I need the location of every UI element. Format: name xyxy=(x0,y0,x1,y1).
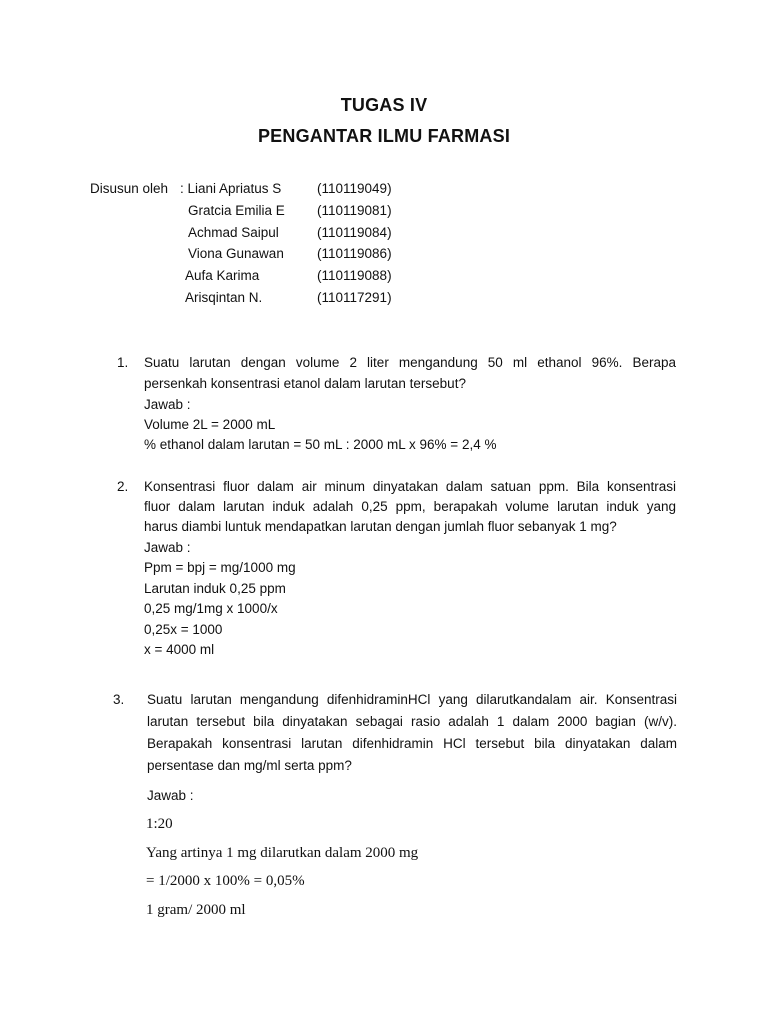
question-text-line: Suatu larutan dengan volume 2 liter mengandung 50 ml ethanol 96%. Berapa xyxy=(144,355,676,370)
answer-line: Ppm = bpj = mg/1000 mg xyxy=(144,560,296,575)
answer-line: Volume 2L = 2000 mL xyxy=(144,417,276,432)
answer-line: 1:20 xyxy=(146,816,173,832)
question-number: 3. xyxy=(113,692,125,707)
author-nim: (110119081) xyxy=(317,203,392,218)
author-nim: (110119086) xyxy=(317,246,392,261)
authors-label: Disusun oleh xyxy=(90,181,169,196)
question-text-line: persentase dan mg/ml serta ppm? xyxy=(147,758,352,773)
answer-label: Jawab : xyxy=(144,540,191,555)
author-name: Achmad Saipul xyxy=(188,225,279,240)
answer-line: = 1/2000 x 100% = 0,05% xyxy=(146,873,305,889)
author-name: Aufa Karima xyxy=(185,268,260,283)
author-nim: (110119088) xyxy=(317,268,392,283)
answer-line: 1 gram/ 2000 ml xyxy=(146,902,246,918)
author-nim: (110117291) xyxy=(317,290,392,305)
author-nim: (110119049) xyxy=(317,181,392,196)
question-number: 2. xyxy=(117,479,129,494)
question-text-line: Konsentrasi fluor dalam air minum dinyatakan dalam satuan ppm. Bila konsentrasi xyxy=(144,479,676,494)
author-name: Gratcia Emilia E xyxy=(188,203,285,218)
author-name: : Liani Apriatus S xyxy=(180,181,282,196)
answer-line: Yang artinya 1 mg dilarutkan dalam 2000 mg xyxy=(146,845,419,861)
answer-line: % ethanol dalam larutan = 50 mL : 2000 mL x 96% = 2,4 % xyxy=(144,437,497,452)
document-title: TUGAS IV xyxy=(340,95,428,115)
question-text-line: harus diambi luntuk mendapatkan larutan dengan jumlah fluor sebanyak 1 mg? xyxy=(144,519,617,534)
author-name: Arisqintan N. xyxy=(185,290,263,305)
question-text-line: persenkah konsentrasi etanol dalam larutan tersebut? xyxy=(144,376,466,391)
answer-label: Jawab : xyxy=(147,788,194,803)
author-nim: (110119084) xyxy=(317,225,392,240)
question-text-line: larutan tersebut bila dinyatakan sebagai rasio adalah 1 dalam 2000 bagian (w/v). xyxy=(147,714,677,729)
question-text-line: fluor dalam larutan induk adalah 0,25 ppm, berapakah volume larutan induk yang xyxy=(144,499,676,514)
answer-line: 0,25x = 1000 xyxy=(144,622,223,637)
author-name: Viona Gunawan xyxy=(188,246,284,261)
document-subtitle: PENGANTAR ILMU FARMASI xyxy=(257,126,511,146)
question-text-line: Suatu larutan mengandung difenhidraminHCl yang dilarutkandalam air. Konsentrasi xyxy=(147,692,677,707)
answer-line: x = 4000 ml xyxy=(144,642,215,657)
answer-line: 0,25 mg/1mg x 1000/x xyxy=(144,601,278,616)
question-text-line: Berapakah konsentrasi larutan difenhidramin HCl tersebut bila dinyatakan dalam xyxy=(147,736,677,751)
answer-label: Jawab : xyxy=(144,397,191,412)
answer-line: Larutan induk 0,25 ppm xyxy=(144,581,286,596)
question-number: 1. xyxy=(117,355,129,370)
